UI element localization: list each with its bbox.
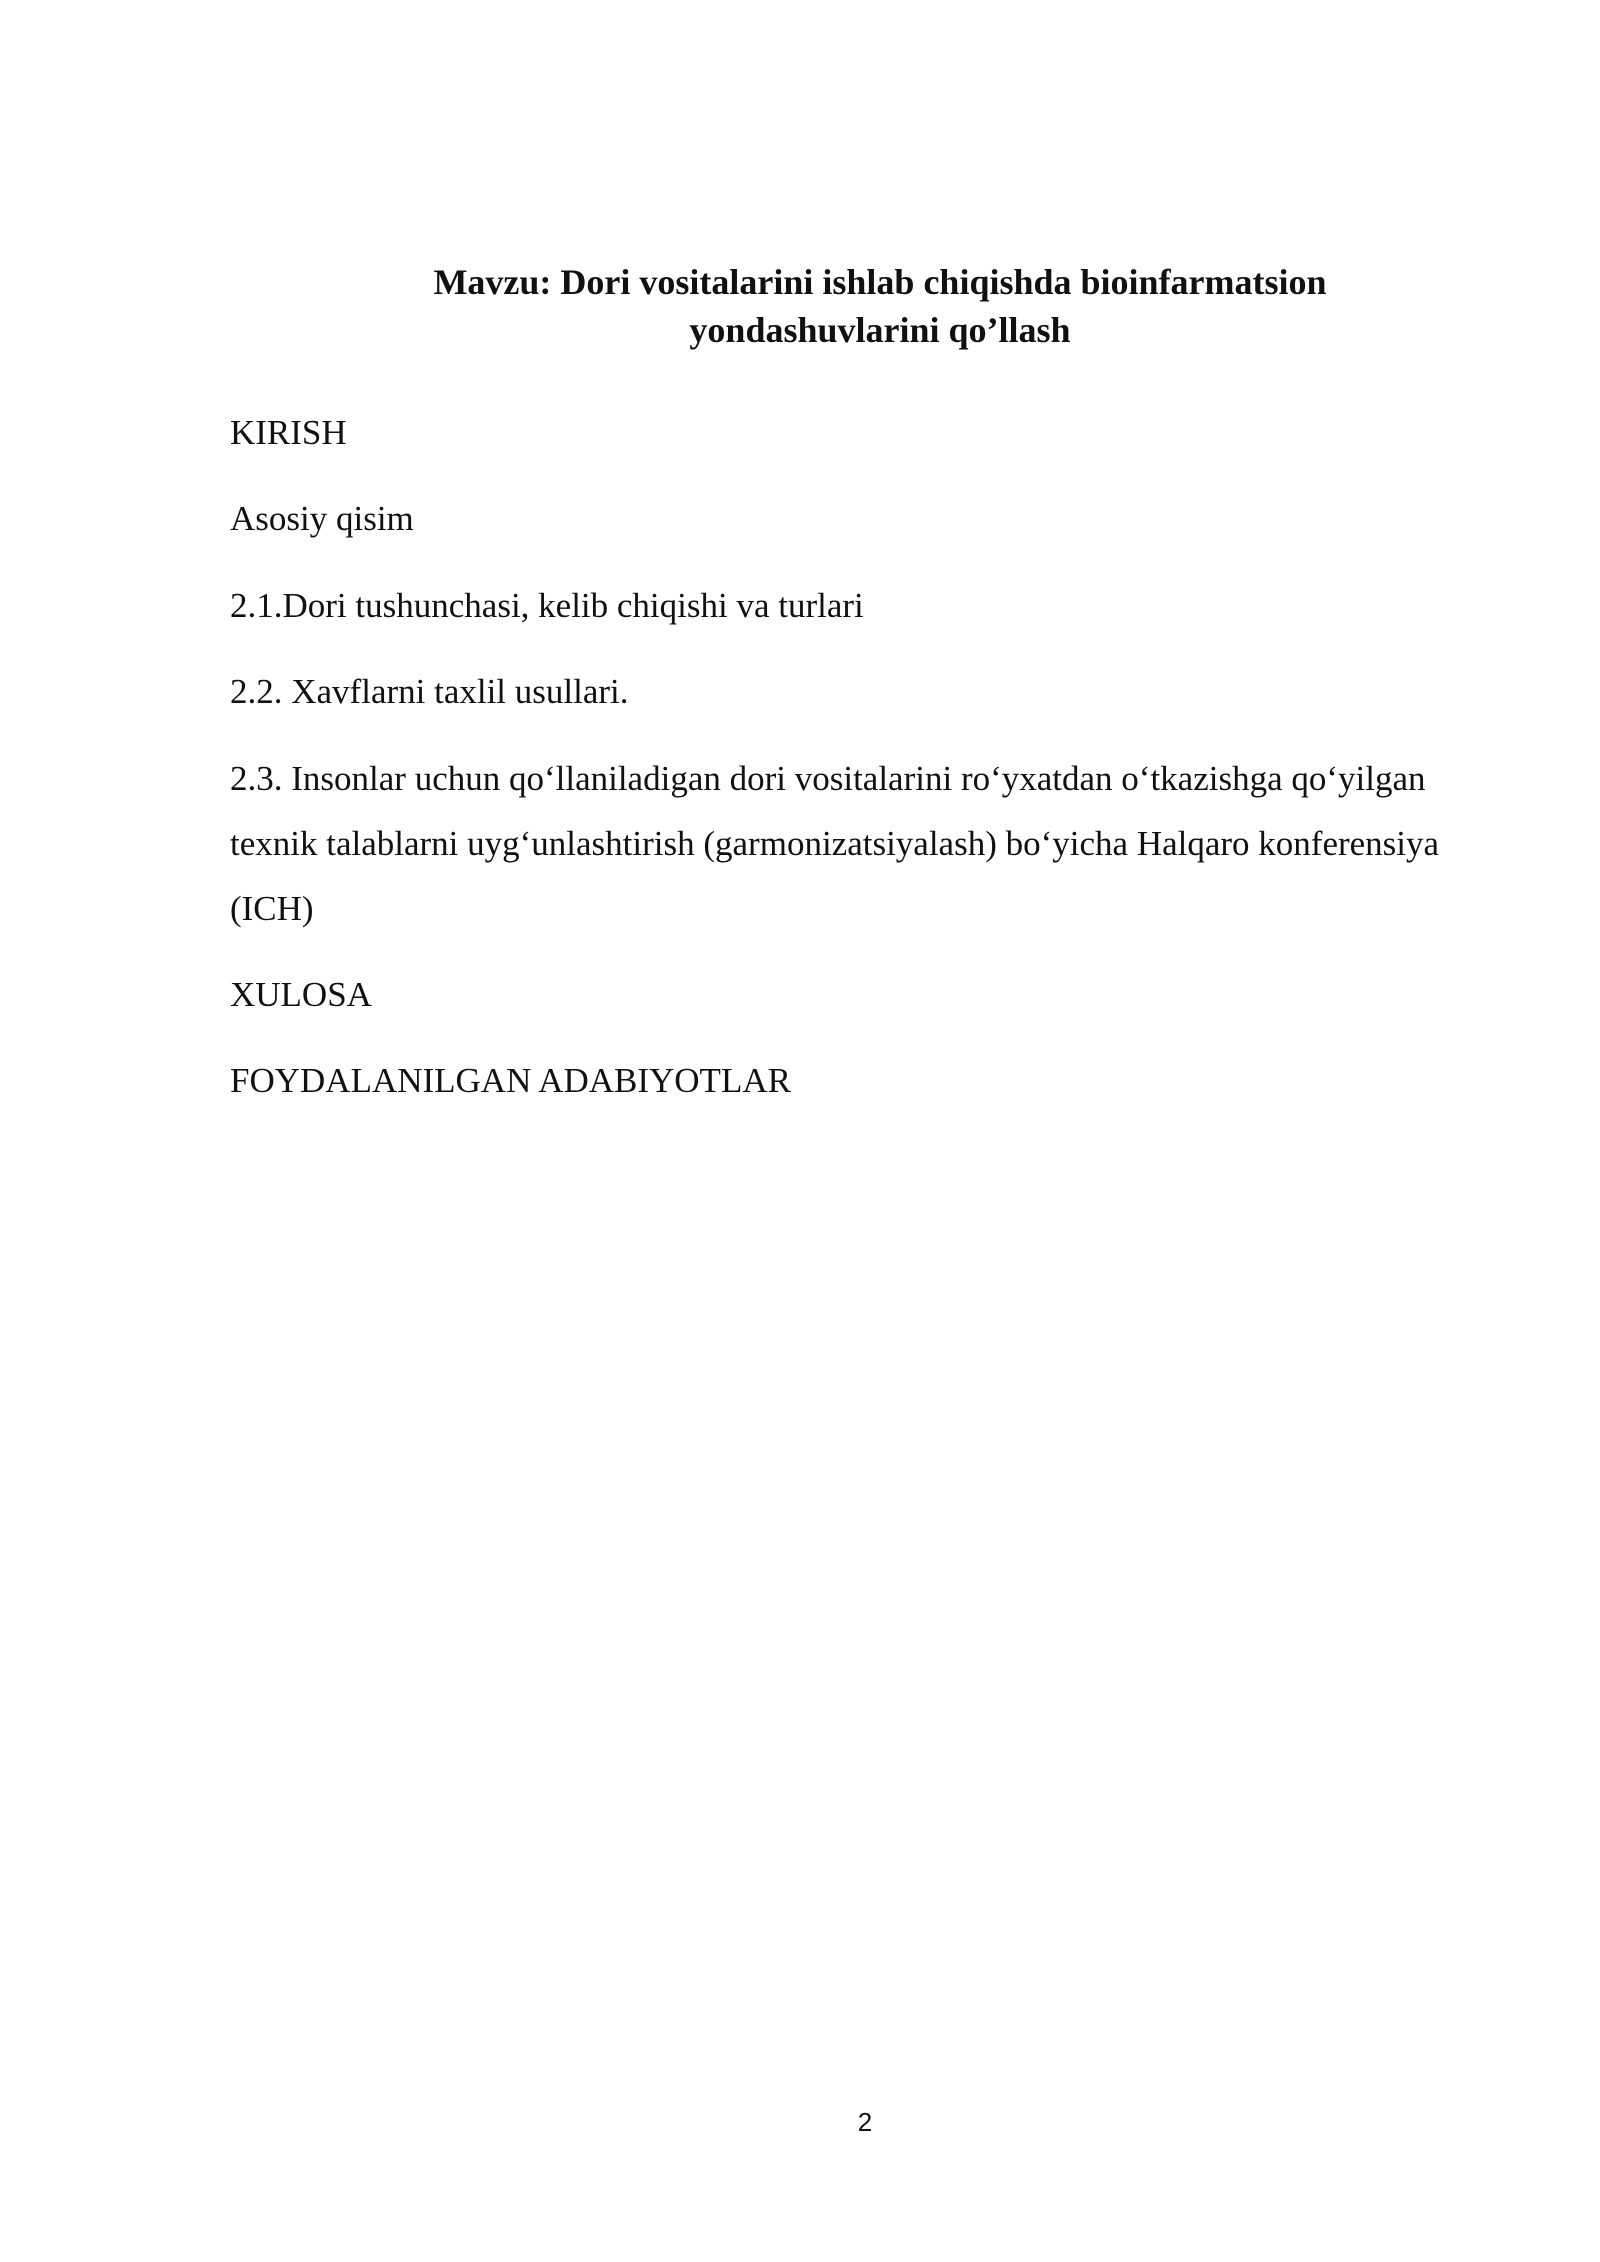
- page-number: 2: [857, 2107, 873, 2137]
- toc-item-2-1: 2.1.Dori tushunchasi, kelib chiqishi va turlari: [230, 586, 864, 625]
- document-title-line-2: yondashuvlarini qo’llash: [689, 310, 1071, 350]
- toc-item-foydalanilgan-adabiyotlar: FOYDALANILGAN ADABIYOTLAR: [230, 1061, 791, 1100]
- toc-item-xulosa: XULOSA: [230, 975, 372, 1014]
- toc-item-2-2: 2.2. Xavflarni taxlil usullari.: [230, 672, 629, 711]
- document-title-line-1: Mavzu: Dori vositalarini ishlab chiqishda bioinfarmatsion: [433, 262, 1327, 302]
- toc-item-asosiy-qisim: Asosiy qisim: [230, 499, 414, 538]
- document-title: [230, 258, 1530, 354]
- toc-item-kirish: KIRISH: [230, 413, 347, 452]
- toc-item-2-3: 2.3. Insonlar uchun qo‘llaniladigan dori vositalarini ro‘yxatdan o‘tkazishga qo‘yilgan texnik talablarni uyg‘unlashtirish (garmonizatsiyalash) bo‘yicha Halqaro konferensiya (ICH): [230, 759, 1440, 928]
